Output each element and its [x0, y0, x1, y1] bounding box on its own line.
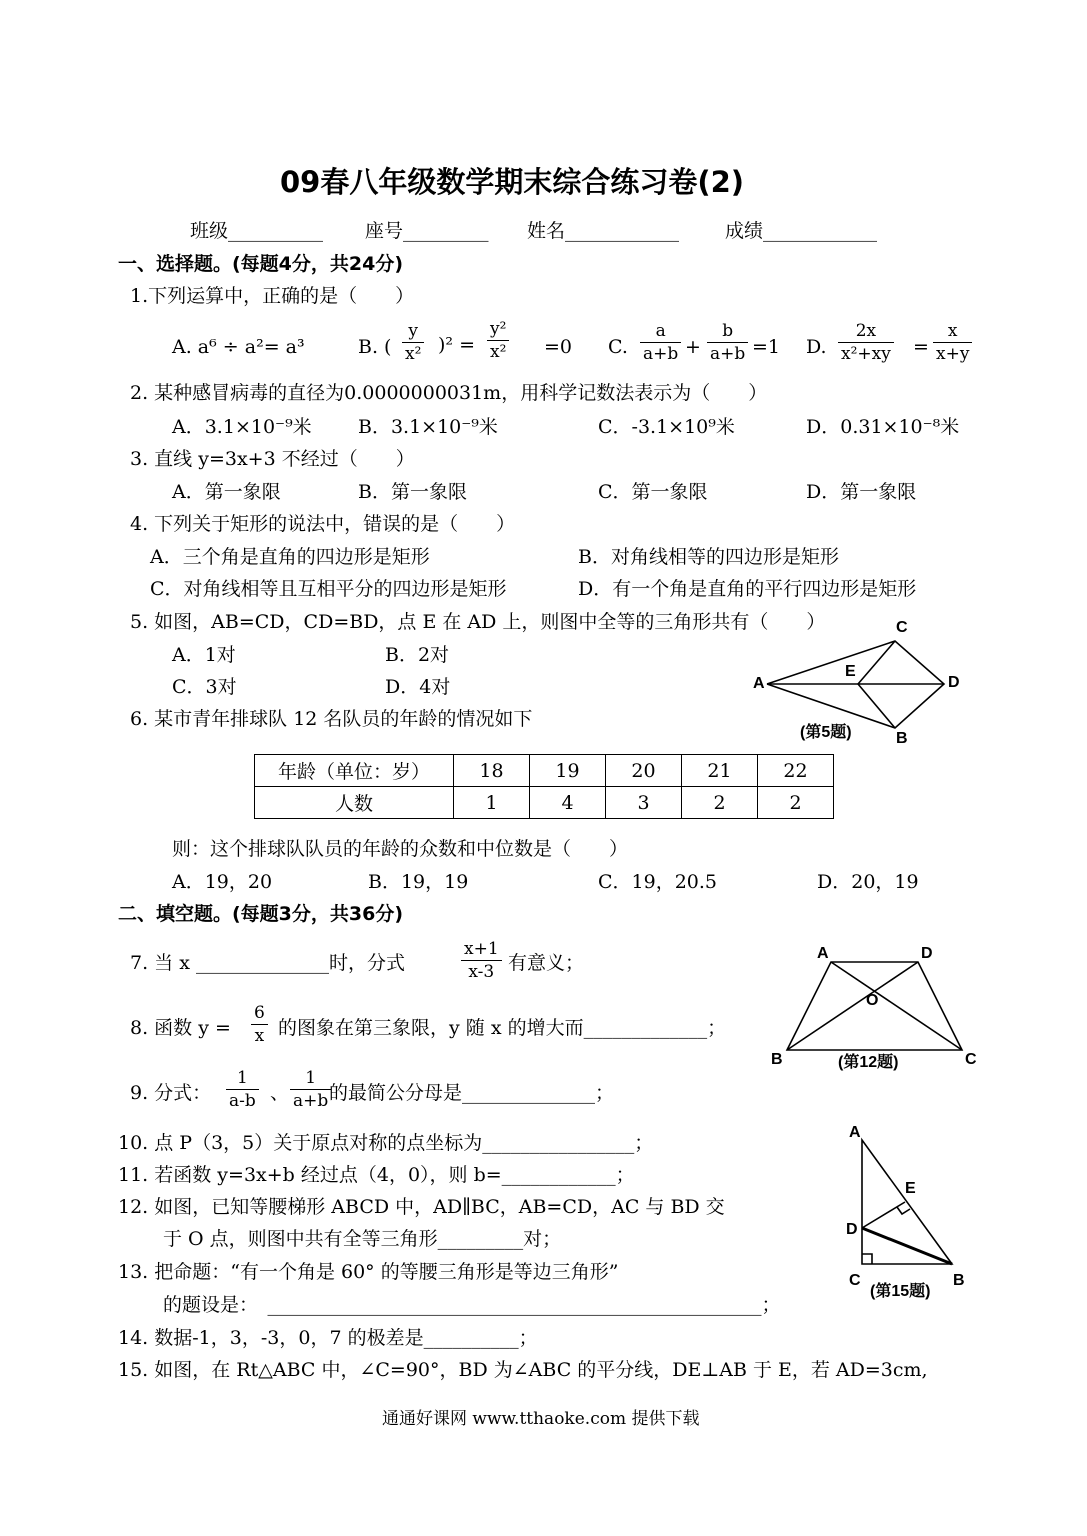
question-text: 于 O 点，则图中共有全等三角形_________对；: [163, 1228, 562, 1250]
option-b: B．第一象限: [358, 481, 467, 503]
point-label: D: [921, 945, 933, 962]
question-text: 7. 当 x ______________时，分式: [130, 952, 405, 974]
numerator: y: [408, 321, 418, 341]
point-label: O: [866, 992, 879, 1009]
figure-caption: (第5题): [800, 724, 852, 741]
option-c-prefix: C.: [608, 336, 628, 358]
page-title: 09春八年级数学期末综合练习卷(2): [280, 165, 745, 199]
denominator: a+b: [640, 342, 681, 363]
point-label: D: [948, 674, 960, 691]
question-stem: 3. 直线 y=3x+3 不经过（ ）: [130, 448, 415, 470]
figure-caption: (第15题): [870, 1283, 931, 1300]
numerator: x+1: [464, 939, 499, 959]
table-cell: 20: [606, 755, 682, 787]
equals-text: =0: [544, 336, 573, 358]
question-text: 则：这个排球队队员的年龄的众数和中位数是（ ）: [172, 838, 629, 860]
point-label: A: [753, 675, 765, 692]
plus-text: +: [685, 336, 701, 358]
seat-field: 座号_________: [365, 220, 489, 242]
option-d-prefix: D.: [806, 336, 827, 358]
question-stem: 4. 下列关于矩形的说法中，错误的是（ ）: [130, 513, 516, 535]
question-text: 9. 分式：: [130, 1082, 212, 1104]
option-c: C．对角线相等且互相平分的四边形是矩形: [150, 578, 507, 600]
question-text: 10. 点 P（3，5）关于原点对称的点坐标为________________；: [118, 1132, 654, 1154]
segment-de: [862, 1202, 905, 1228]
question-text: 14. 数据-1，3，-3，0，7 的极差是__________；: [118, 1327, 538, 1349]
question-text: 12. 如图，已知等腰梯形 ABCD 中，AD∥BC，AB=CD，AC 与 BD 交: [118, 1196, 725, 1218]
option-d: D．0.31×10⁻⁸米: [806, 416, 960, 438]
option-d: D．20，19: [817, 871, 919, 893]
option-c: C．第一象限: [598, 481, 708, 503]
denominator: a+b: [707, 342, 748, 363]
table-cell: 21: [682, 755, 758, 787]
denominator: a+b: [290, 1089, 331, 1110]
option-d: D．第一象限: [806, 481, 917, 503]
option-a: A．三个角是直角的四边形是矩形: [150, 546, 430, 568]
question-stem: 2. 某种感冒病毒的直径为0.0000000031m，用科学记数法表示为（ ）: [130, 382, 768, 404]
option-a: A. a⁶ ÷ a²= a³: [172, 336, 305, 358]
question-stem: 6. 某市青年排球队 12 名队员的年龄的情况如下: [130, 708, 533, 730]
numerator: x: [947, 321, 958, 341]
option-a: A．1对: [172, 644, 236, 666]
point-label: B: [771, 1051, 783, 1068]
question-text: 11. 若函数 y=3x+b 经过点（4，0），则 b=____________；: [118, 1164, 635, 1186]
figure-caption: (第12题): [838, 1054, 899, 1071]
right-angle-e: [897, 1207, 910, 1214]
option-c: C．19，20.5: [598, 871, 718, 893]
numerator: b: [722, 321, 734, 341]
option-b: B．2对: [385, 644, 450, 666]
option-b: B．19，19: [368, 871, 469, 893]
option-d: D．有一个角是直角的平行四边形是矩形: [578, 578, 917, 600]
table-cell: 3: [606, 787, 682, 819]
point-label: C: [896, 619, 908, 636]
numerator: 1: [305, 1068, 317, 1088]
point-label: C: [965, 1051, 977, 1068]
score-field: 成绩____________: [725, 220, 878, 242]
question-text: 的题设是： ____________________________________________________；: [163, 1294, 781, 1316]
point-label: C: [849, 1272, 861, 1289]
denominator: x²: [487, 340, 509, 361]
point-label: A: [849, 1124, 861, 1141]
equals-text: =: [913, 336, 929, 358]
question-text: 8. 函数 y =: [130, 1017, 231, 1039]
option-c: C．3对: [172, 676, 237, 698]
table-cell: 22: [758, 755, 834, 787]
point-label: E: [845, 663, 856, 680]
table-cell: 1: [454, 787, 530, 819]
numerator: 2x: [855, 321, 877, 341]
numerator: a: [655, 321, 666, 341]
section-heading: 一、选择题。(每题4分，共24分): [118, 253, 404, 275]
question-stem: 1.下列运算中，正确的是（ ）: [130, 285, 415, 307]
question-text: 13. 把命题：“有一个角是 60° 的等腰三角形是等边三角形”: [118, 1261, 619, 1283]
denominator: x²+xy: [838, 342, 894, 363]
numerator: y²: [490, 319, 507, 339]
question-text: 的图象在第三象限，y 随 x 的增大而_____________；: [278, 1017, 727, 1039]
option-c: C．-3.1×10⁹米: [598, 416, 735, 438]
name-field: 姓名____________: [527, 220, 680, 242]
equals-text: =1: [752, 336, 781, 358]
option-a: A．第一象限: [172, 481, 281, 503]
denominator: x-3: [461, 960, 502, 981]
numerator: 1: [236, 1068, 248, 1088]
question-stem: 5. 如图，AB=CD，CD=BD，点 E 在 AD 上，则图中全等的三角形共有（ ）: [130, 611, 826, 633]
table-cell: 4: [530, 787, 606, 819]
point-label: B: [953, 1272, 965, 1289]
table-cell: 18: [454, 755, 530, 787]
page-footer: 通通好课网 www.tthaoke.com 提供下载: [382, 1409, 700, 1429]
option-a: A．3.1×10⁻⁹米: [172, 416, 312, 438]
option-b-prefix: B. (: [358, 336, 392, 358]
right-angle-c: [862, 1254, 872, 1264]
option-d: D．4对: [385, 676, 451, 698]
option-a: A．19，20: [172, 871, 273, 893]
table-cell: 19: [530, 755, 606, 787]
table-cell: 2: [682, 787, 758, 819]
denominator: x+y: [933, 342, 972, 363]
question-text: 15. 如图，在 Rt△ABC 中，∠C=90°，BD 为∠ABC 的平分线，DE⊥AB 于 E，若 AD=3cm,: [118, 1359, 928, 1381]
class-field: 班级__________: [190, 220, 324, 242]
section-heading: 二、填空题。(每题3分，共36分): [118, 903, 404, 925]
denominator: a-b: [226, 1089, 259, 1110]
point-label: A: [817, 945, 829, 962]
denominator: x²: [402, 342, 424, 363]
option-b: B．对角线相等的四边形是矩形: [578, 546, 839, 568]
separator-text: 、: [270, 1082, 290, 1104]
power-text: )² =: [438, 334, 475, 356]
table-cell: 2: [758, 787, 834, 819]
point-label: B: [896, 730, 908, 747]
numerator: 6: [254, 1003, 265, 1023]
question-text: 的最简公分母是______________；: [329, 1082, 615, 1104]
point-label: E: [905, 1180, 916, 1197]
option-b: B．3.1×10⁻⁹米: [358, 416, 498, 438]
table-cell: 人数: [255, 787, 454, 819]
table-cell: 年龄（单位：岁）: [255, 755, 454, 787]
denominator: x: [251, 1024, 268, 1045]
question-text: 有意义；: [508, 952, 585, 974]
point-label: D: [846, 1221, 858, 1238]
